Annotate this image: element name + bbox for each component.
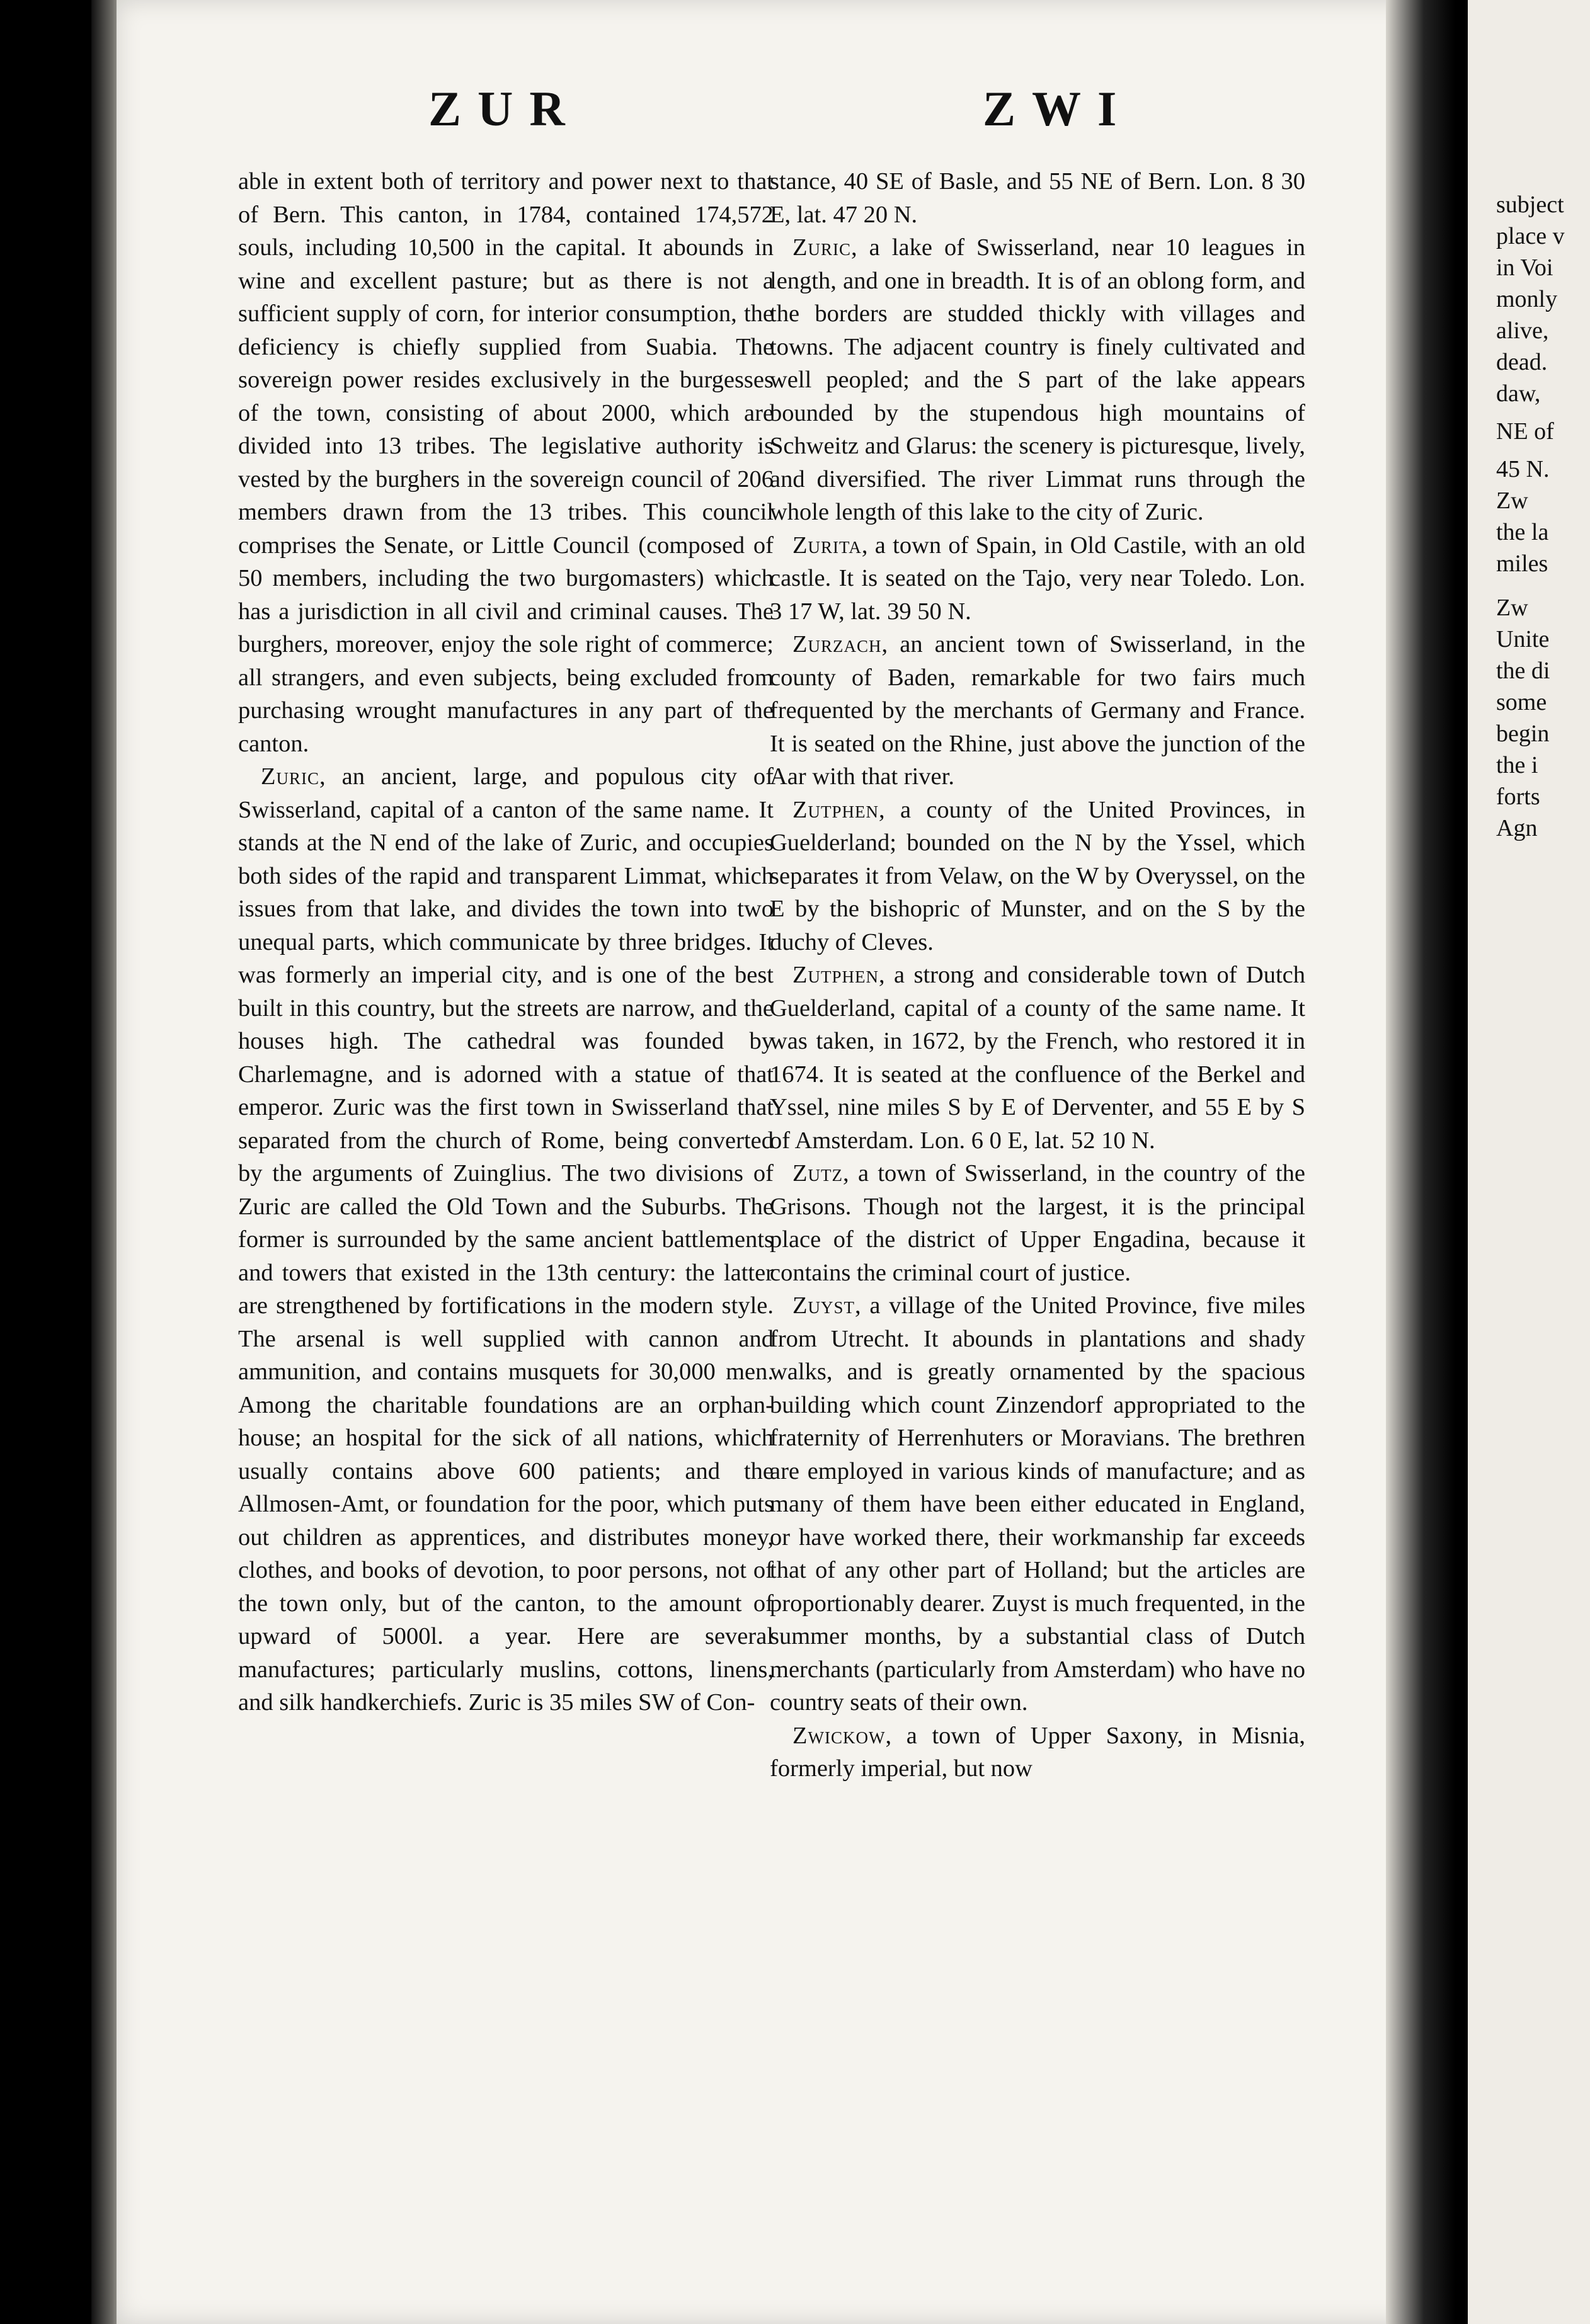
gazetteer-entry (770, 959, 1305, 1157)
adjacent-page-line: Agn (1496, 815, 1538, 841)
entry-headword: Zuyst (792, 1292, 855, 1319)
adjacent-page-line: dead. (1496, 349, 1548, 375)
adjacent-page-line: forts (1496, 783, 1540, 810)
gazetteer-entry (770, 1289, 1305, 1719)
entry-body: stance, 40 SE of Basle, and 55 NE of Bern. Lon. 8 30 E, lat. 47 20 N. (770, 168, 1305, 228)
entry-headword: Zutphen (792, 962, 879, 988)
adjacent-page-line: alive, (1496, 317, 1549, 344)
entry-headword: Zuric (792, 234, 852, 261)
adjacent-page-line: in Voi (1496, 254, 1553, 281)
adjacent-page-line: Unite (1496, 626, 1550, 652)
adjacent-page-line: the la (1496, 519, 1549, 545)
adjacent-page-line: daw, (1496, 380, 1541, 407)
running-head-right: ZWI (983, 81, 1133, 136)
entry-body: , a town of Swisserland, in the country of the Grisons. Though not the largest, it is the principal place of the district of Upper Engadina, because it contains the criminal court of justice. (770, 1160, 1305, 1286)
continued-text (770, 165, 1305, 231)
entry-body: , a town of Upper Saxony, in Misnia, formerly imperial, but now (770, 1722, 1305, 1782)
gazetteer-entry (770, 1719, 1305, 1786)
adjacent-page-line: some (1496, 689, 1547, 715)
entry-body: , a lake of Swisserland, near 10 leagues in length, and one in breadth. It is of an oblong form, and the borders are studded thickly with villages and towns. The adjacent country is finely cultivated and well peopled; and the S part of the lake appears bounded by the stupendous high mountains of Schweitz and Glarus: the scenery is picturesque, lively, and diversified. The river Limmat runs through the whole length of this lake to the city of Zuric. (770, 234, 1305, 525)
entry-body: , a strong and considerable town of Dutch Guelderland, capital of a county of the same name. It was taken, in 1672, by the French, who restored it in 1674. It is seated at the confluence of the Berkel and Yssel, nine miles S by E of Derventer, and 55 E by S of Amsterdam. Lon. 6 0 E, lat. 52 10 N. (770, 962, 1305, 1154)
entry-body: able in extent both of territory and power next to that of Bern. This canton, in 1784, contained 174,572 souls, including 10,500 in the capital. It abounds in wine and excellent pasture; but as there is not a sufficient supply of corn, for interior consumption, the deficiency is chiefly supplied from Suabia. The sovereign power resides exclusively in the burgesses of the town, consisting of about 2000, which are divided into 13 tribes. The legislative authority is vested by the burghers in the sovereign council of 206 members drawn from the 13 tribes. This council comprises the Senate, or Little Council (composed of 50 members, including the two burgomasters) which has a jurisdiction in all civil and criminal causes. The burghers, moreover, enjoy the sole right of commerce; all strangers, and even subjects, being excluded from purchasing wrought manufactures in any part of the canton. (238, 168, 774, 757)
entry-headword: Zutz (792, 1160, 844, 1187)
gazetteer-entry (238, 760, 774, 1719)
right-text-column (770, 165, 1305, 1786)
adjacent-page-line: the di (1496, 658, 1550, 684)
adjacent-page-line: place v (1496, 223, 1565, 249)
adjacent-page-line: subject (1496, 191, 1564, 218)
continued-text (238, 165, 774, 760)
adjacent-page-line: miles (1496, 550, 1548, 577)
adjacent-page-line: NE of (1496, 418, 1554, 445)
running-head-left: ZUR (428, 81, 581, 136)
adjacent-page-line: 45 N. (1496, 456, 1550, 482)
gazetteer-entry (770, 231, 1305, 529)
entry-body: , a county of the United Provinces, in Guelderland; bounded on the N by the Yssel, which separates it from Velaw, on the W by Overyssel, on the E by the bishopric of Munster, and on the S by the duchy of Cleves. (770, 796, 1305, 955)
entry-body: , an ancient town of Swisserland, in the county of Baden, remarkable for two fairs much frequented by the merchants of Germany and France. It is seated on the Rhine, just above the junction of the Aar with that river. (770, 631, 1305, 790)
left-text-column (238, 165, 774, 1719)
adjacent-page-line: monly (1496, 286, 1558, 312)
adjacent-page-line: begin (1496, 721, 1550, 747)
gazetteer-entry (770, 628, 1305, 794)
gazetteer-entry (770, 794, 1305, 959)
book-gutter (1386, 0, 1455, 2324)
entry-body: , an ancient, large, and populous city of Swisserland, capital of a canton of the same name. It stands at the N end of the lake of Zuric, and occupies both sides of the rapid and transparent Limmat, which issues from that lake, and divides the town into two unequal parts, which communicate by three bridges. It was formerly an imperial city, and is one of the best built in this country, but the streets are narrow, and the houses high. The cathedral was founded by Charlemagne, and is adorned with a statue of that emperor. Zuric was the first town in Swisserland that separated from the church of Rome, being converted by the arguments of Zuinglius. The two divisions of Zuric are called the Old Town and the Suburbs. The former is surrounded by the same ancient battlements and towers that existed in the 13th century: the latter are strengthened by fortifications in the modern style. The arsenal is well supplied with cannon and ammunition, and contains musquets for 30,000 men. Among the charitable foundations are an orphan-house; an hospital for the sick of all nations, which usually contains above 600 patients; and the Allmosen-Amt, or foundation for the poor, which puts out children as apprentices, and distributes money, clothes, and books of devotion, to poor persons, not of the town only, but of the canton, to the amount of upward of 5000l. a year. Here are several manufactures; particularly muslins, cottons, linens, and silk handkerchiefs. Zuric is 35 miles SW of Con- (238, 763, 774, 1716)
entry-headword: Zurzach (792, 631, 882, 658)
adjacent-page-line: the i (1496, 752, 1538, 778)
adjacent-page-line: Zw (1496, 487, 1528, 514)
entry-headword: Zutphen (792, 796, 879, 823)
entry-headword: Zuric (261, 763, 320, 790)
adjacent-page-fragment (1468, 0, 1590, 2324)
entry-headword: Zurita (792, 532, 862, 559)
entry-body: , a village of the United Province, five miles from Utrecht. It abounds in plantations and shady walks, and is greatly ornamented by the spacious building which count Zinzendorf appropriated to the fraternity of Herrenhuters or Moravians. The brethren are employed in various kinds of manufacture; and as many of them have been either educated in England, or have worked there, their workmanship far exceeds that of any other part of Holland; but the articles are proportionably dearer. Zuyst is much frequented, in the summer months, by a substantial class of Dutch merchants (particularly from Amsterdam) who have no country seats of their own. (770, 1292, 1305, 1716)
entry-body: , a town of Spain, in Old Castile, with an old castle. It is seated on the Tajo, very near Toledo. Lon. 3 17 W, lat. 39 50 N. (770, 532, 1305, 625)
entry-headword: Zwickow (792, 1722, 886, 1749)
gazetteer-entry (770, 1157, 1305, 1289)
gazetteer-entry (770, 529, 1305, 629)
adjacent-page-line: Zw (1496, 595, 1528, 621)
